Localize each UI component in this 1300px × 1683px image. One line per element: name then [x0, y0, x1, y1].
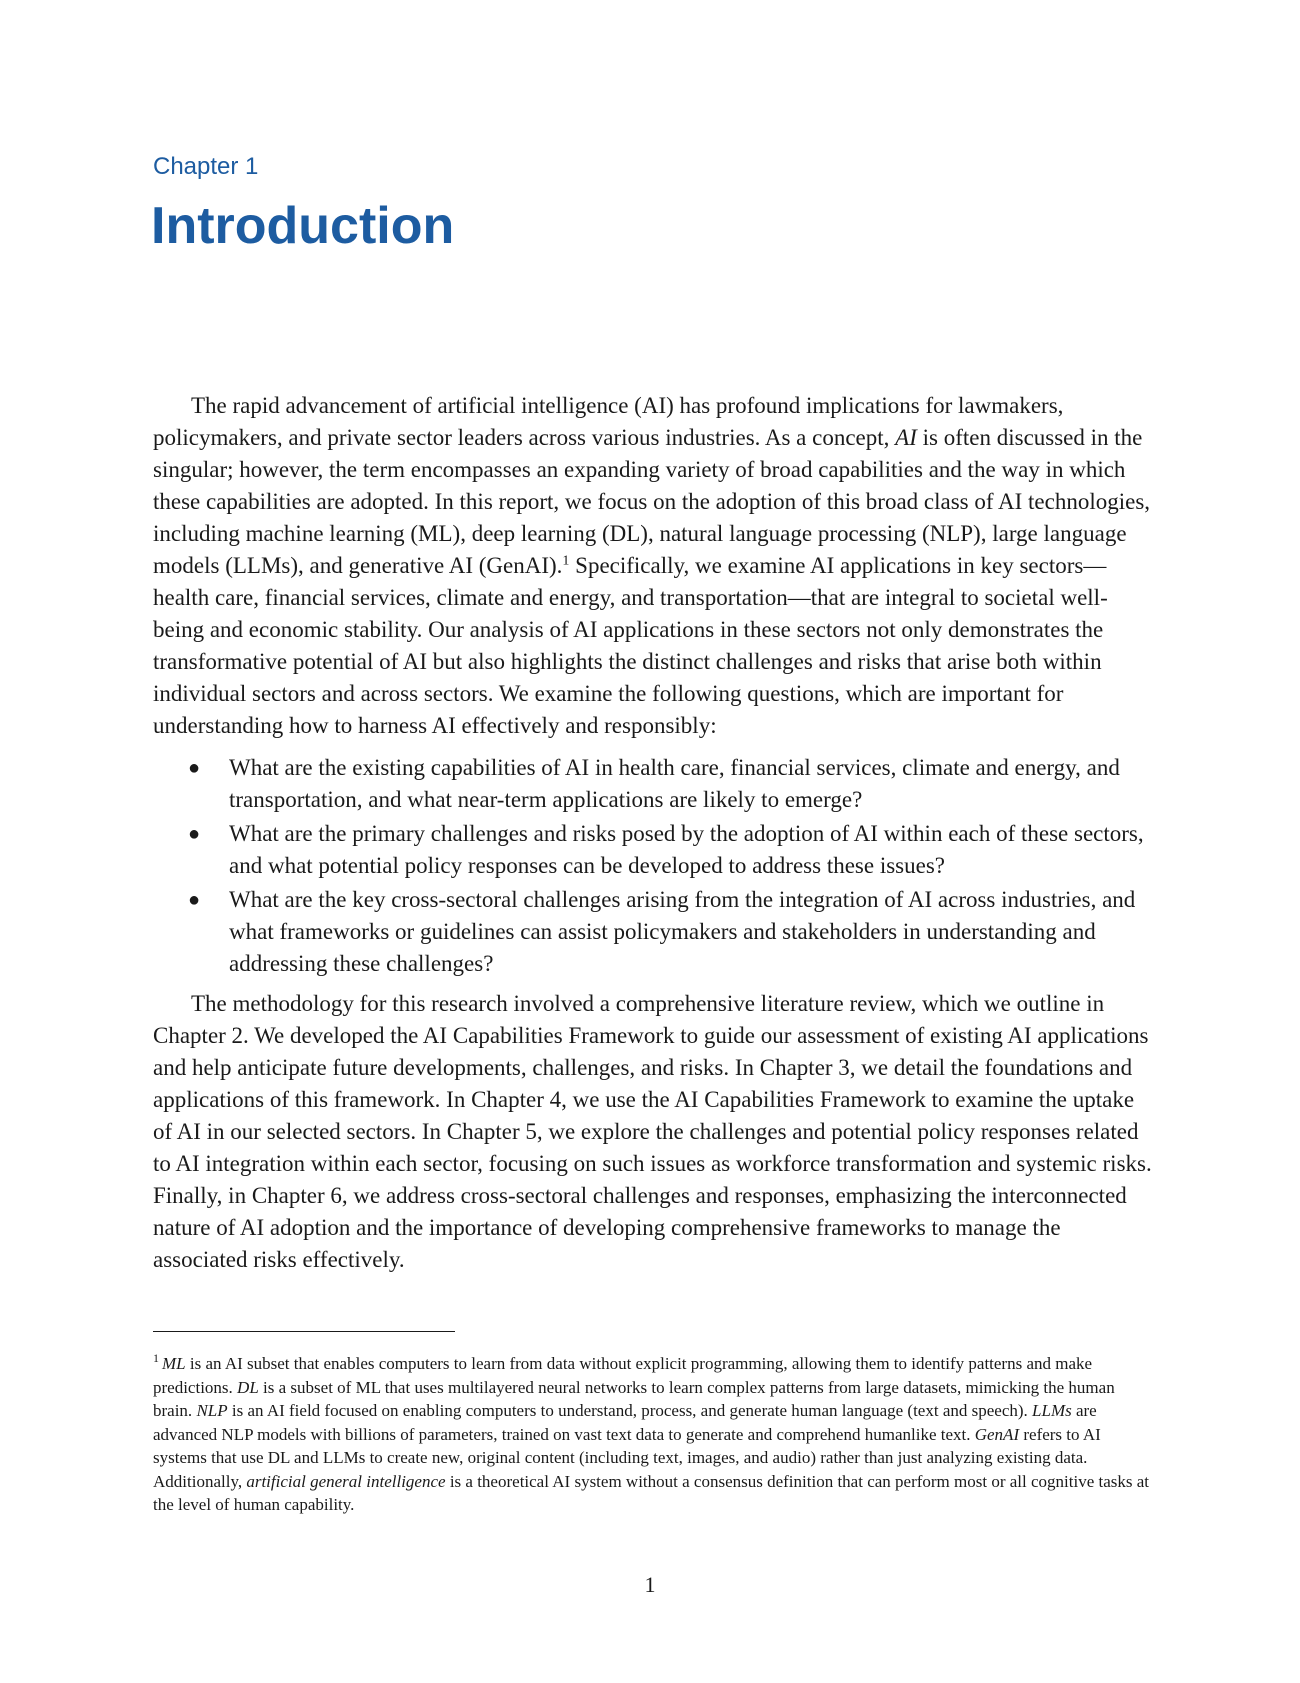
- footnote-text-dl: is a subset of ML that uses multilayered neural networks to learn complex patterns from large datasets, mimicking the human brain.: [153, 1377, 1115, 1420]
- intro-paragraph-1: [153, 390, 1153, 742]
- intro-p1-part-b: is often discussed in the singular; however, the term encompasses an expanding variety of broad capabilities and the way in which these capabilities are adopted. In this report, we focus on the adoption of this broad class of AI technologies, including machine learning (ML), deep learning (DL), natural language processing (NLP), large language models (LLMs), and generative AI (GenAI).: [153, 425, 1151, 578]
- question-text: What are the primary challenges and risks posed by the adoption of AI within each of these sectors, and what potential policy responses can be developed to address these issues?: [229, 821, 1144, 878]
- footnote-term-genai: GenAI: [974, 1424, 1020, 1444]
- bullet-icon: ●: [188, 889, 201, 911]
- methodology-paragraph: The methodology for this research involved a comprehensive literature review, which we outline in Chapter 2. We developed the AI Capabilities Framework to guide our assessment of existing AI applications and help anticipate future developments, challenges, and risks. In Chapter 3, we detail the foundations and applications of this framework. In Chapter 4, we use the AI Capabilities Framework to examine the uptake of AI in our selected sectors. In Chapter 5, we explore the challenges and potential policy responses related to AI integration within each sector, focusing on such issues as workforce transformation and systemic risks. Finally, in Chapter 6, we address cross-sectoral challenges and responses, emphasizing the interconnected nature of AI adoption and the importance of developing comprehensive frameworks to manage the associated risks effectively.: [153, 991, 1152, 1272]
- footnote-text-ml: is an AI subset that enables computers to learn from data without explicit programming, allowing them to identify patterns and make predictions.: [153, 1354, 1093, 1397]
- footnote-term-ml: ML: [162, 1354, 186, 1373]
- footnote-text-agi: is a theoretical AI system without a consensus definition that can perform most or all cognitive tasks at the level of human capability.: [153, 1471, 1150, 1514]
- footnote-text-genai: refers to AI systems that use DL and LLMs to create new, original content (including text, images, and audio) rather than just analyzing existing data. Additionally,: [153, 1424, 1101, 1491]
- footnote-term-llms: LLMs: [1032, 1401, 1072, 1420]
- intro-p1-emphasis: AI: [895, 425, 917, 450]
- question-text: What are the existing capabilities of AI in health care, financial services, climate and energy, and transportation, and what near-term applications are likely to emerge?: [229, 755, 1120, 812]
- list-item: [153, 752, 1153, 816]
- list-item: [153, 818, 1153, 882]
- intro-p1-part-a: The rapid advancement of artificial intelligence (AI) has profound implications for lawmakers, policymakers, and private sector leaders across various industries. As a concept,: [153, 393, 1064, 450]
- footnote-text-llms: are advanced NLP models with billions of parameters, trained on vast text data to generate and comprehend humanlike text.: [153, 1401, 1097, 1444]
- body-text: [153, 390, 1153, 1276]
- footnote-term-dl: DL: [237, 1377, 259, 1397]
- footnote-number: 1: [153, 1351, 159, 1366]
- question-text: What are the key cross-sectoral challenges arising from the integration of AI across industries, and what frameworks or guidelines can assist policymakers and stakeholders in understanding and addressing these challenges?: [229, 887, 1136, 976]
- research-questions-list: [153, 752, 1153, 980]
- page-number: 1: [644, 1572, 656, 1597]
- footnote-term-nlp: NLP: [196, 1401, 228, 1420]
- list-item: [153, 884, 1153, 980]
- footnote-term-agi: artificial general intelligence: [246, 1471, 446, 1491]
- chapter-title: Introduction: [151, 197, 455, 255]
- chapter-label: Chapter 1: [153, 153, 259, 180]
- bullet-icon: ●: [188, 757, 201, 779]
- footnote-text-nlp: is an AI field focused on enabling computers to understand, process, and generate human language (text and speech).: [227, 1401, 1033, 1420]
- intro-p1-part-c: Specifically, we examine AI applications in key sectors—health care, financial services, climate and energy, and transportation—that are integral to societal well-being and economic stability. Our analysis of AI applications in these sectors not only demonstrates the transformative potential of AI but also highlights the distinct challenges and risks that arise both within individual sectors and across sectors. We examine the following questions, which are important for understanding how to harness AI effectively and responsibly:: [153, 553, 1108, 738]
- footnote-divider: [153, 1331, 455, 1332]
- footnote: [153, 1352, 1153, 1517]
- footnote-reference[interactable]: 1: [562, 553, 570, 569]
- bullet-icon: ●: [188, 823, 201, 845]
